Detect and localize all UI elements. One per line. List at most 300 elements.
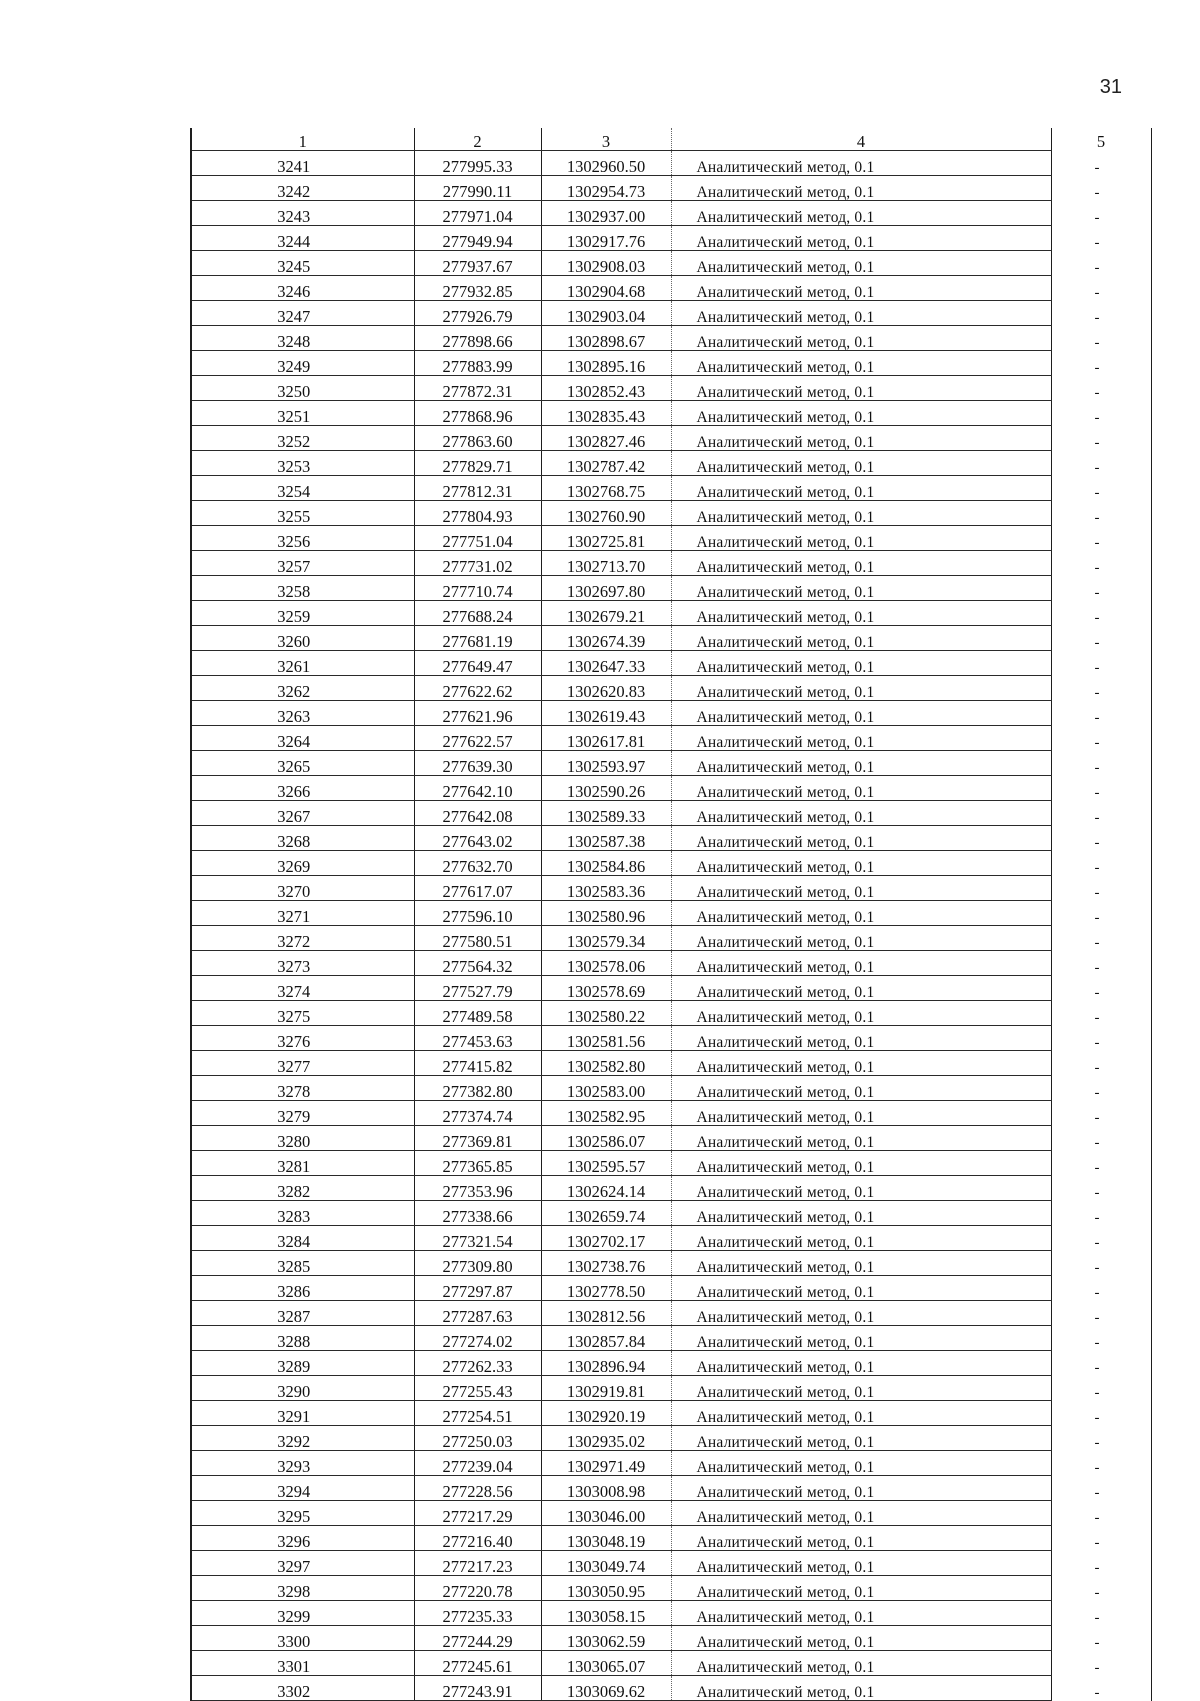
x-coordinate-cell: 277642.08	[414, 801, 541, 826]
table-row	[191, 351, 1151, 376]
x-coordinate-cell: 277639.30	[414, 751, 541, 776]
y-coordinate-cell: 1302583.00	[541, 1076, 671, 1101]
point-number-cell: 3257	[191, 551, 414, 576]
description-cell: -	[1051, 576, 1151, 601]
x-coordinate-cell: 277216.40	[414, 1526, 541, 1551]
y-coordinate-cell: 1302582.95	[541, 1101, 671, 1126]
point-number-cell: 3274	[191, 976, 414, 1001]
description-cell: -	[1051, 276, 1151, 301]
table-row	[191, 226, 1151, 251]
point-number-cell: 3266	[191, 776, 414, 801]
point-number-cell: 3283	[191, 1201, 414, 1226]
table-row	[191, 1376, 1151, 1401]
method-cell: Аналитический метод, 0.1	[671, 301, 1051, 326]
description-cell: -	[1051, 451, 1151, 476]
method-cell: Аналитический метод, 0.1	[671, 976, 1051, 1001]
method-cell: Аналитический метод, 0.1	[671, 1426, 1051, 1451]
description-cell: -	[1051, 651, 1151, 676]
description-cell: -	[1051, 901, 1151, 926]
method-cell: Аналитический метод, 0.1	[671, 1151, 1051, 1176]
table-row	[191, 1201, 1151, 1226]
point-number-cell: 3288	[191, 1326, 414, 1351]
point-number-cell: 3251	[191, 401, 414, 426]
point-number-cell: 3249	[191, 351, 414, 376]
point-number-cell: 3299	[191, 1601, 414, 1626]
table-body	[191, 151, 1151, 1701]
method-cell: Аналитический метод, 0.1	[671, 401, 1051, 426]
table-row	[191, 976, 1151, 1001]
point-number-cell: 3269	[191, 851, 414, 876]
description-cell: -	[1051, 376, 1151, 401]
table-row	[191, 451, 1151, 476]
method-cell: Аналитический метод, 0.1	[671, 1301, 1051, 1326]
point-number-cell: 3255	[191, 501, 414, 526]
description-cell: -	[1051, 851, 1151, 876]
x-coordinate-cell: 277596.10	[414, 901, 541, 926]
method-cell: Аналитический метод, 0.1	[671, 951, 1051, 976]
method-cell: Аналитический метод, 0.1	[671, 1576, 1051, 1601]
description-cell: -	[1051, 1326, 1151, 1351]
description-cell: -	[1051, 1176, 1151, 1201]
description-cell: -	[1051, 701, 1151, 726]
point-number-cell: 3280	[191, 1126, 414, 1151]
y-coordinate-cell: 1303008.98	[541, 1476, 671, 1501]
description-cell: -	[1051, 726, 1151, 751]
x-coordinate-cell: 277751.04	[414, 526, 541, 551]
y-coordinate-cell: 1302937.00	[541, 201, 671, 226]
y-coordinate-cell: 1303050.95	[541, 1576, 671, 1601]
y-coordinate-cell: 1302904.68	[541, 276, 671, 301]
x-coordinate-cell: 277274.02	[414, 1326, 541, 1351]
method-cell: Аналитический метод, 0.1	[671, 1001, 1051, 1026]
point-number-cell: 3273	[191, 951, 414, 976]
y-coordinate-cell: 1302590.26	[541, 776, 671, 801]
method-cell: Аналитический метод, 0.1	[671, 551, 1051, 576]
method-cell: Аналитический метод, 0.1	[671, 476, 1051, 501]
method-cell: Аналитический метод, 0.1	[671, 826, 1051, 851]
y-coordinate-cell: 1302578.69	[541, 976, 671, 1001]
table-row	[191, 626, 1151, 651]
point-number-cell: 3289	[191, 1351, 414, 1376]
table-row	[191, 401, 1151, 426]
table-row	[191, 1476, 1151, 1501]
point-number-cell: 3254	[191, 476, 414, 501]
method-cell: Аналитический метод, 0.1	[671, 426, 1051, 451]
y-coordinate-cell: 1302835.43	[541, 401, 671, 426]
description-cell: -	[1051, 426, 1151, 451]
point-number-cell: 3287	[191, 1301, 414, 1326]
table-row	[191, 876, 1151, 901]
point-number-cell: 3294	[191, 1476, 414, 1501]
x-coordinate-cell: 277932.85	[414, 276, 541, 301]
point-number-cell: 3243	[191, 201, 414, 226]
point-number-cell: 3262	[191, 676, 414, 701]
point-number-cell: 3253	[191, 451, 414, 476]
y-coordinate-cell: 1302935.02	[541, 1426, 671, 1451]
method-cell: Аналитический метод, 0.1	[671, 501, 1051, 526]
method-cell: Аналитический метод, 0.1	[671, 926, 1051, 951]
method-cell: Аналитический метод, 0.1	[671, 1051, 1051, 1076]
description-cell: -	[1051, 1151, 1151, 1176]
x-coordinate-cell: 277365.85	[414, 1151, 541, 1176]
method-cell: Аналитический метод, 0.1	[671, 1526, 1051, 1551]
method-cell: Аналитический метод, 0.1	[671, 901, 1051, 926]
description-cell: -	[1051, 1526, 1151, 1551]
x-coordinate-cell: 277731.02	[414, 551, 541, 576]
y-coordinate-cell: 1302674.39	[541, 626, 671, 651]
description-cell: -	[1051, 1026, 1151, 1051]
x-coordinate-cell: 277710.74	[414, 576, 541, 601]
y-coordinate-cell: 1302919.81	[541, 1376, 671, 1401]
description-cell: -	[1051, 226, 1151, 251]
point-number-cell: 3291	[191, 1401, 414, 1426]
method-cell: Аналитический метод, 0.1	[671, 351, 1051, 376]
table-row	[191, 501, 1151, 526]
point-number-cell: 3247	[191, 301, 414, 326]
y-coordinate-cell: 1303065.07	[541, 1651, 671, 1676]
description-cell: -	[1051, 751, 1151, 776]
x-coordinate-cell: 277217.23	[414, 1551, 541, 1576]
method-cell: Аналитический метод, 0.1	[671, 1451, 1051, 1476]
y-coordinate-cell: 1303048.19	[541, 1526, 671, 1551]
x-coordinate-cell: 277235.33	[414, 1601, 541, 1626]
y-coordinate-cell: 1302586.07	[541, 1126, 671, 1151]
point-number-cell: 3258	[191, 576, 414, 601]
table-row	[191, 151, 1151, 176]
y-coordinate-cell: 1302702.17	[541, 1226, 671, 1251]
table-row	[191, 201, 1151, 226]
table-row	[191, 1501, 1151, 1526]
y-coordinate-cell: 1302920.19	[541, 1401, 671, 1426]
x-coordinate-cell: 277804.93	[414, 501, 541, 526]
method-cell: Аналитический метод, 0.1	[671, 526, 1051, 551]
description-cell: -	[1051, 1376, 1151, 1401]
x-coordinate-cell: 277995.33	[414, 151, 541, 176]
method-cell: Аналитический метод, 0.1	[671, 601, 1051, 626]
x-coordinate-cell: 277338.66	[414, 1201, 541, 1226]
x-coordinate-cell: 277990.11	[414, 176, 541, 201]
table-row	[191, 376, 1151, 401]
description-cell: -	[1051, 876, 1151, 901]
method-cell: Аналитический метод, 0.1	[671, 276, 1051, 301]
method-cell: Аналитический метод, 0.1	[671, 801, 1051, 826]
table-row	[191, 926, 1151, 951]
x-coordinate-cell: 277382.80	[414, 1076, 541, 1101]
table-row	[191, 951, 1151, 976]
table-row	[191, 1251, 1151, 1276]
table-row	[191, 1626, 1151, 1651]
description-cell: -	[1051, 1551, 1151, 1576]
table-row	[191, 1176, 1151, 1201]
x-coordinate-cell: 277949.94	[414, 226, 541, 251]
x-coordinate-cell: 277453.63	[414, 1026, 541, 1051]
description-cell: -	[1051, 826, 1151, 851]
y-coordinate-cell: 1302725.81	[541, 526, 671, 551]
description-cell: -	[1051, 951, 1151, 976]
x-coordinate-cell: 277353.96	[414, 1176, 541, 1201]
x-coordinate-cell: 277374.74	[414, 1101, 541, 1126]
point-number-cell: 3244	[191, 226, 414, 251]
table-row	[191, 1001, 1151, 1026]
method-cell: Аналитический метод, 0.1	[671, 326, 1051, 351]
y-coordinate-cell: 1303049.74	[541, 1551, 671, 1576]
method-cell: Аналитический метод, 0.1	[671, 201, 1051, 226]
y-coordinate-cell: 1302617.81	[541, 726, 671, 751]
description-cell: -	[1051, 626, 1151, 651]
table-row	[191, 1026, 1151, 1051]
point-number-cell: 3275	[191, 1001, 414, 1026]
point-number-cell: 3281	[191, 1151, 414, 1176]
table-row	[191, 276, 1151, 301]
x-coordinate-cell: 277220.78	[414, 1576, 541, 1601]
method-cell: Аналитический метод, 0.1	[671, 1076, 1051, 1101]
coordinates-table	[190, 128, 1152, 1701]
description-cell: -	[1051, 351, 1151, 376]
table-row	[191, 1401, 1151, 1426]
y-coordinate-cell: 1302827.46	[541, 426, 671, 451]
x-coordinate-cell: 277217.29	[414, 1501, 541, 1526]
y-coordinate-cell: 1302908.03	[541, 251, 671, 276]
method-cell: Аналитический метод, 0.1	[671, 751, 1051, 776]
header-col-5: 5	[1051, 128, 1151, 151]
x-coordinate-cell: 277321.54	[414, 1226, 541, 1251]
y-coordinate-cell: 1302593.97	[541, 751, 671, 776]
header-col-1: 1	[191, 128, 414, 151]
point-number-cell: 3265	[191, 751, 414, 776]
x-coordinate-cell: 277255.43	[414, 1376, 541, 1401]
method-cell: Аналитический метод, 0.1	[671, 776, 1051, 801]
table-row	[191, 1151, 1151, 1176]
x-coordinate-cell: 277812.31	[414, 476, 541, 501]
y-coordinate-cell: 1302581.56	[541, 1026, 671, 1051]
point-number-cell: 3278	[191, 1076, 414, 1101]
table-row	[191, 1601, 1151, 1626]
method-cell: Аналитический метод, 0.1	[671, 676, 1051, 701]
table-row	[191, 701, 1151, 726]
point-number-cell: 3263	[191, 701, 414, 726]
table-row	[191, 601, 1151, 626]
table-row	[191, 1301, 1151, 1326]
point-number-cell: 3279	[191, 1101, 414, 1126]
x-coordinate-cell: 277228.56	[414, 1476, 541, 1501]
method-cell: Аналитический метод, 0.1	[671, 1126, 1051, 1151]
x-coordinate-cell: 277369.81	[414, 1126, 541, 1151]
y-coordinate-cell: 1302713.70	[541, 551, 671, 576]
table-row	[191, 1551, 1151, 1576]
y-coordinate-cell: 1302971.49	[541, 1451, 671, 1476]
x-coordinate-cell: 277415.82	[414, 1051, 541, 1076]
method-cell: Аналитический метод, 0.1	[671, 651, 1051, 676]
y-coordinate-cell: 1302903.04	[541, 301, 671, 326]
table-row	[191, 676, 1151, 701]
method-cell: Аналитический метод, 0.1	[671, 701, 1051, 726]
description-cell: -	[1051, 926, 1151, 951]
point-number-cell: 3261	[191, 651, 414, 676]
description-cell: -	[1051, 401, 1151, 426]
x-coordinate-cell: 277622.57	[414, 726, 541, 751]
point-number-cell: 3256	[191, 526, 414, 551]
x-coordinate-cell: 277681.19	[414, 626, 541, 651]
point-number-cell: 3300	[191, 1626, 414, 1651]
method-cell: Аналитический метод, 0.1	[671, 1676, 1051, 1701]
table-row	[191, 1576, 1151, 1601]
table-row	[191, 551, 1151, 576]
method-cell: Аналитический метод, 0.1	[671, 1651, 1051, 1676]
x-coordinate-cell: 277254.51	[414, 1401, 541, 1426]
y-coordinate-cell: 1302578.06	[541, 951, 671, 976]
point-number-cell: 3296	[191, 1526, 414, 1551]
x-coordinate-cell: 277244.29	[414, 1626, 541, 1651]
description-cell: -	[1051, 801, 1151, 826]
x-coordinate-cell: 277688.24	[414, 601, 541, 626]
method-cell: Аналитический метод, 0.1	[671, 1201, 1051, 1226]
table-header	[191, 128, 1151, 151]
table-row	[191, 326, 1151, 351]
table-row	[191, 526, 1151, 551]
table-row	[191, 1276, 1151, 1301]
description-cell: -	[1051, 1251, 1151, 1276]
description-cell: -	[1051, 301, 1151, 326]
table-row	[191, 1651, 1151, 1676]
point-number-cell: 3285	[191, 1251, 414, 1276]
description-cell: -	[1051, 601, 1151, 626]
method-cell: Аналитический метод, 0.1	[671, 1176, 1051, 1201]
point-number-cell: 3292	[191, 1426, 414, 1451]
description-cell: -	[1051, 176, 1151, 201]
description-cell: -	[1051, 1651, 1151, 1676]
y-coordinate-cell: 1303062.59	[541, 1626, 671, 1651]
point-number-cell: 3302	[191, 1676, 414, 1701]
y-coordinate-cell: 1302579.34	[541, 926, 671, 951]
point-number-cell: 3267	[191, 801, 414, 826]
table-row	[191, 1126, 1151, 1151]
method-cell: Аналитический метод, 0.1	[671, 1026, 1051, 1051]
point-number-cell: 3248	[191, 326, 414, 351]
point-number-cell: 3298	[191, 1576, 414, 1601]
point-number-cell: 3241	[191, 151, 414, 176]
x-coordinate-cell: 277297.87	[414, 1276, 541, 1301]
method-cell: Аналитический метод, 0.1	[671, 1376, 1051, 1401]
point-number-cell: 3246	[191, 276, 414, 301]
table-row	[191, 476, 1151, 501]
table-row	[191, 1451, 1151, 1476]
y-coordinate-cell: 1302760.90	[541, 501, 671, 526]
description-cell: -	[1051, 1276, 1151, 1301]
description-cell: -	[1051, 501, 1151, 526]
table-row	[191, 1226, 1151, 1251]
description-cell: -	[1051, 1426, 1151, 1451]
description-cell: -	[1051, 676, 1151, 701]
method-cell: Аналитический метод, 0.1	[671, 1476, 1051, 1501]
point-number-cell: 3242	[191, 176, 414, 201]
method-cell: Аналитический метод, 0.1	[671, 251, 1051, 276]
x-coordinate-cell: 277262.33	[414, 1351, 541, 1376]
method-cell: Аналитический метод, 0.1	[671, 851, 1051, 876]
point-number-cell: 3260	[191, 626, 414, 651]
table-row	[191, 1351, 1151, 1376]
y-coordinate-cell: 1302697.80	[541, 576, 671, 601]
y-coordinate-cell: 1302647.33	[541, 651, 671, 676]
y-coordinate-cell: 1302580.22	[541, 1001, 671, 1026]
description-cell: -	[1051, 1351, 1151, 1376]
y-coordinate-cell: 1302738.76	[541, 1251, 671, 1276]
description-cell: -	[1051, 1076, 1151, 1101]
y-coordinate-cell: 1302787.42	[541, 451, 671, 476]
y-coordinate-cell: 1302778.50	[541, 1276, 671, 1301]
y-coordinate-cell: 1303046.00	[541, 1501, 671, 1526]
point-number-cell: 3271	[191, 901, 414, 926]
x-coordinate-cell: 277527.79	[414, 976, 541, 1001]
method-cell: Аналитический метод, 0.1	[671, 451, 1051, 476]
point-number-cell: 3250	[191, 376, 414, 401]
description-cell: -	[1051, 551, 1151, 576]
method-cell: Аналитический метод, 0.1	[671, 376, 1051, 401]
method-cell: Аналитический метод, 0.1	[671, 151, 1051, 176]
x-coordinate-cell: 277250.03	[414, 1426, 541, 1451]
x-coordinate-cell: 277245.61	[414, 1651, 541, 1676]
point-number-cell: 3277	[191, 1051, 414, 1076]
table-row	[191, 851, 1151, 876]
table-row	[191, 826, 1151, 851]
y-coordinate-cell: 1302619.43	[541, 701, 671, 726]
description-cell: -	[1051, 1601, 1151, 1626]
method-cell: Аналитический метод, 0.1	[671, 1401, 1051, 1426]
y-coordinate-cell: 1302595.57	[541, 1151, 671, 1176]
x-coordinate-cell: 277643.02	[414, 826, 541, 851]
y-coordinate-cell: 1303058.15	[541, 1601, 671, 1626]
header-row	[191, 128, 1151, 151]
y-coordinate-cell: 1302895.16	[541, 351, 671, 376]
method-cell: Аналитический метод, 0.1	[671, 576, 1051, 601]
x-coordinate-cell: 277868.96	[414, 401, 541, 426]
point-number-cell: 3297	[191, 1551, 414, 1576]
y-coordinate-cell: 1302582.80	[541, 1051, 671, 1076]
x-coordinate-cell: 277564.32	[414, 951, 541, 976]
y-coordinate-cell: 1302896.94	[541, 1351, 671, 1376]
y-coordinate-cell: 1302620.83	[541, 676, 671, 701]
description-cell: -	[1051, 976, 1151, 1001]
y-coordinate-cell: 1302960.50	[541, 151, 671, 176]
method-cell: Аналитический метод, 0.1	[671, 176, 1051, 201]
x-coordinate-cell: 277617.07	[414, 876, 541, 901]
table-row	[191, 426, 1151, 451]
description-cell: -	[1051, 1051, 1151, 1076]
description-cell: -	[1051, 1101, 1151, 1126]
x-coordinate-cell: 277898.66	[414, 326, 541, 351]
table-row	[191, 751, 1151, 776]
header-col-4: 4	[671, 128, 1051, 151]
description-cell: -	[1051, 1451, 1151, 1476]
x-coordinate-cell: 277622.62	[414, 676, 541, 701]
table-row	[191, 776, 1151, 801]
x-coordinate-cell: 277926.79	[414, 301, 541, 326]
y-coordinate-cell: 1302624.14	[541, 1176, 671, 1201]
method-cell: Аналитический метод, 0.1	[671, 1501, 1051, 1526]
x-coordinate-cell: 277863.60	[414, 426, 541, 451]
description-cell: -	[1051, 526, 1151, 551]
description-cell: -	[1051, 1201, 1151, 1226]
x-coordinate-cell: 277883.99	[414, 351, 541, 376]
x-coordinate-cell: 277580.51	[414, 926, 541, 951]
x-coordinate-cell: 277621.96	[414, 701, 541, 726]
x-coordinate-cell: 277971.04	[414, 201, 541, 226]
table-row	[191, 651, 1151, 676]
x-coordinate-cell: 277309.80	[414, 1251, 541, 1276]
y-coordinate-cell: 1302587.38	[541, 826, 671, 851]
point-number-cell: 3282	[191, 1176, 414, 1201]
description-cell: -	[1051, 151, 1151, 176]
point-number-cell: 3245	[191, 251, 414, 276]
